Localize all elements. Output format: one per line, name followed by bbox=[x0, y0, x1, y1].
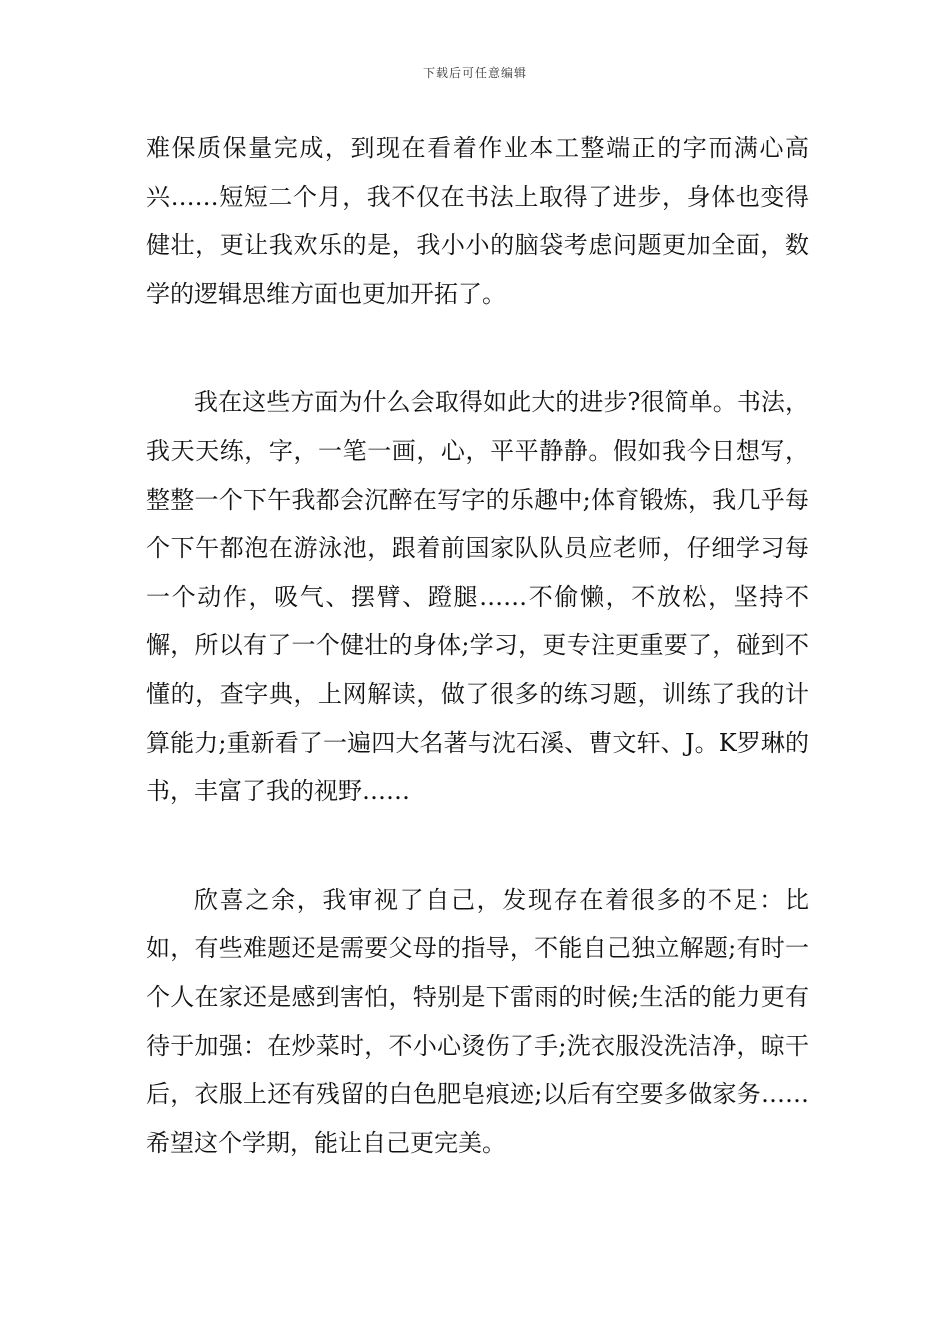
page-header: 下载后可任意编辑 bbox=[422, 66, 527, 80]
document-body bbox=[146, 124, 809, 1167]
paragraph-1: 难保质保量完成，到现在看着作业本工整端正的字而满心高兴……短短二个月，我不仅在书法上取得了进步，身体也变得健壮，更让我欢乐的是，我小小的脑袋考虑问题更加全面，数学的逻辑思维方面也更加开拓了。 bbox=[146, 134, 809, 308]
paragraph-3: 欣喜之余，我审视了自己，发现存在着很多的不足：比如，有些难题还是需要父母的指导，不能自己独立解题;有时一个人在家还是感到害怕，特别是下雷雨的时候;生活的能力更有待于加强：在炒菜时，不小心烫伤了手;洗衣服没洗洁净，晾干后，衣服上还有残留的白色肥皂痕迹;以后有空要多做家务……希望这个学期，能让自己更完美。 bbox=[146, 885, 809, 1157]
paragraph-2: 我在这些方面为什么会取得如此大的进步?很简单。书法，我天天练，字，一笔一画，心，平平静静。假如我今日想写，整整一个下午我都会沉醉在写字的乐趣中;体育锻炼，我几乎每个下午都泡在游泳池，跟着前国家队队员应老师，仔细学习每一个动作，吸气、摆臂、蹬腿……不偷懒，不放松，坚持不懈，所以有了一个健壮的身体;学习，更专注更重要了，碰到不懂的，查字典，上网解读，做了很多的练习题，训练了我的计算能力;重新看了一遍四大名著与沈石溪、曹文轩、J。K罗琳的书，丰富了我的视野…… bbox=[146, 388, 809, 806]
